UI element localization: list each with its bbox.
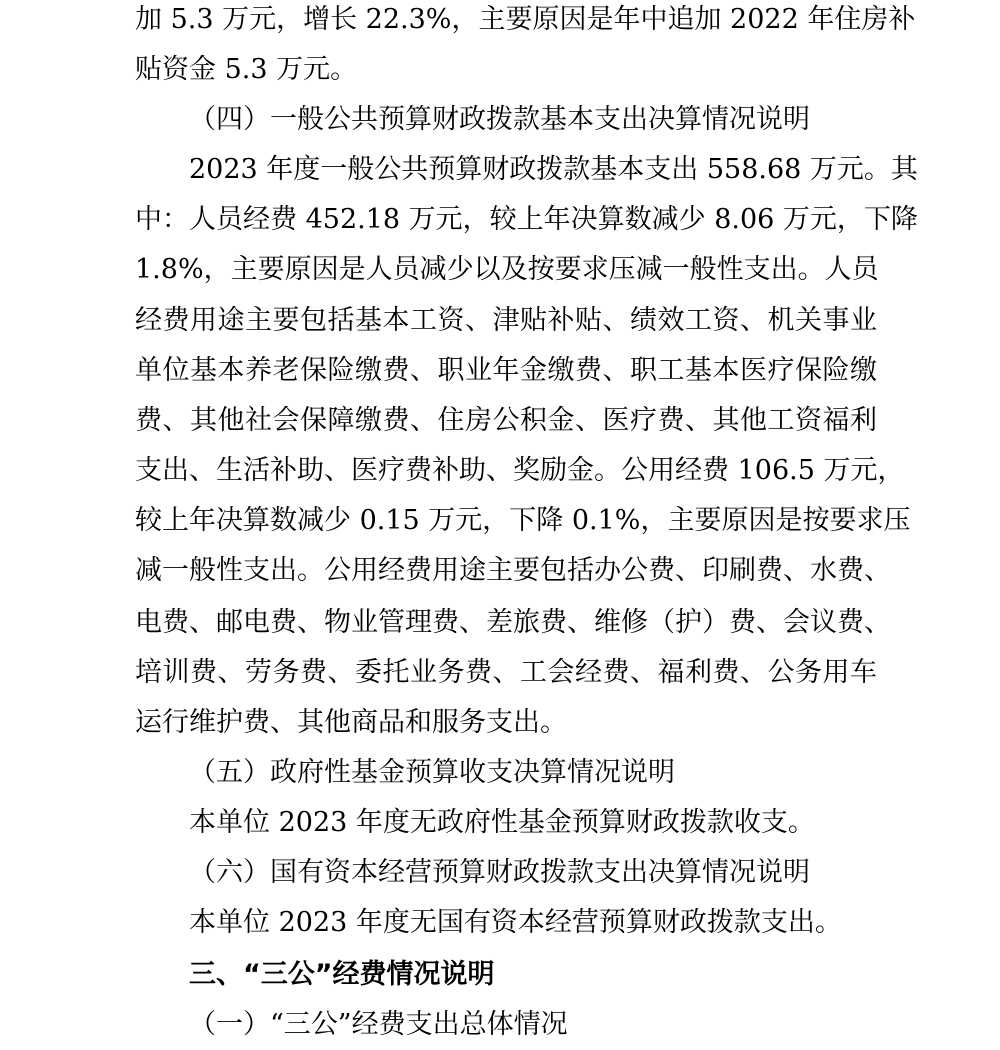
section-three-heading: 三、“三公”经费情况说明 bbox=[189, 959, 495, 990]
section-5-body: 本单位 2023 年度无政府性基金预算财政拨款收支。 bbox=[189, 807, 815, 838]
paragraph-line: 1.8%，主要原因是人员减少以及按要求压减一般性支出。人员 bbox=[135, 254, 879, 285]
paragraph-line: 减一般性支出。公用经费用途主要包括办公费、印刷费、水费、 bbox=[135, 555, 891, 586]
paragraph-line: 贴资金 5.3 万元。 bbox=[135, 54, 358, 85]
paragraph-line: 运行维护费、其他商品和服务支出。 bbox=[135, 707, 567, 738]
paragraph-line: 单位基本养老保险缴费、职业年金缴费、职工基本医疗保险缴 bbox=[135, 355, 877, 386]
section-three-sub-heading: （一）“三公”经费支出总体情况 bbox=[189, 1009, 568, 1040]
paragraph-line: 经费用途主要包括基本工资、津贴补贴、绩效工资、机关事业 bbox=[135, 305, 877, 336]
section-6-body: 本单位 2023 年度无国有资本经营预算财政拨款支出。 bbox=[189, 907, 842, 938]
paragraph-line: 中：人员经费 452.18 万元，较上年决算数减少 8.06 万元，下降 bbox=[135, 204, 918, 235]
paragraph-line: 较上年决算数减少 0.15 万元，下降 0.1%，主要原因是按要求压 bbox=[135, 505, 911, 536]
section-5-heading: （五）政府性基金预算收支决算情况说明 bbox=[189, 757, 675, 788]
paragraph-line: 支出、生活补助、医疗费补助、奖励金。公用经费 106.5 万元， bbox=[135, 455, 905, 486]
paragraph-line: 电费、邮电费、物业管理费、差旅费、维修（护）费、会议费、 bbox=[135, 607, 891, 638]
paragraph-line: 加 5.3 万元，增长 22.3%，主要原因是年中追加 2022 年住房补 bbox=[135, 4, 916, 35]
paragraph-line: 2023 年度一般公共预算财政拨款基本支出 558.68 万元。其 bbox=[189, 154, 918, 185]
section-6-heading: （六）国有资本经营预算财政拨款支出决算情况说明 bbox=[189, 857, 810, 888]
section-4-heading: （四）一般公共预算财政拨款基本支出决算情况说明 bbox=[189, 104, 810, 135]
paragraph-line: 培训费、劳务费、委托业务费、工会经费、福利费、公务用车 bbox=[135, 657, 877, 688]
paragraph-line: 费、其他社会保障缴费、住房公积金、医疗费、其他工资福利 bbox=[135, 405, 877, 436]
